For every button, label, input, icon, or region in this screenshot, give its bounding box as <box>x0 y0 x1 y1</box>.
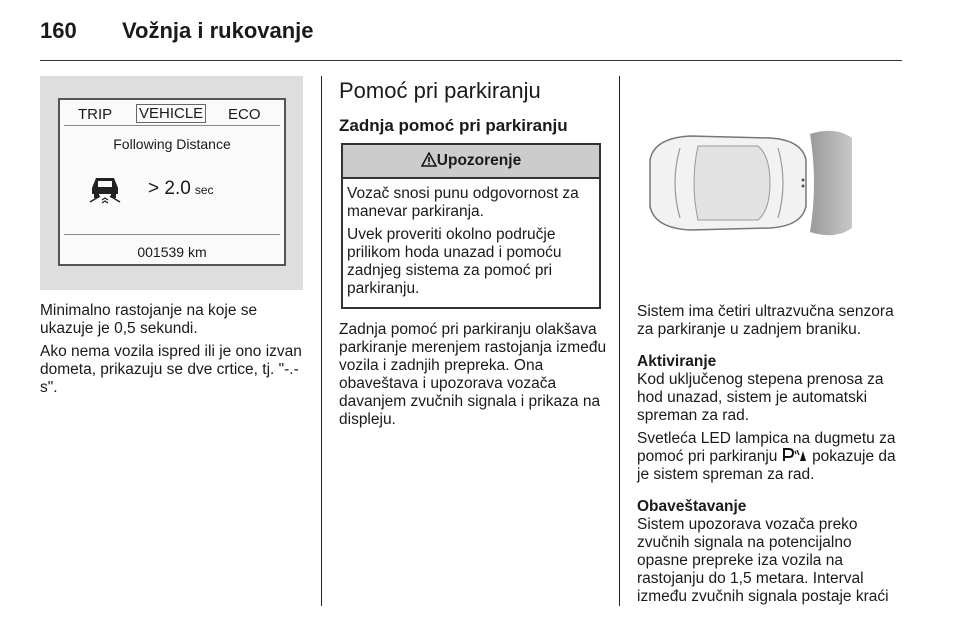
odometer: 001539 km <box>137 244 207 260</box>
chapter-title: Vožnja i rukovanje <box>122 18 314 43</box>
activation-para-2a: Svetleća LED lampica na dugmetu za pomoć pri parkiranju <box>637 430 896 465</box>
activation-para-1: Kod uključenog stepena prenosa za hod unazad, sistem je automatski spreman za rad. <box>637 371 884 424</box>
warning-para-1: Vozač snosi punu odgovornost za manevar parkiranja. <box>347 185 579 220</box>
left-para-1: Minimalno rastojanje na koje se ukazuje je 0,5 sekundi. <box>40 302 258 337</box>
distance-readout <box>148 178 214 200</box>
column-divider-left <box>321 76 322 606</box>
subsection-title: Zadnja pomoć pri parkiranju <box>339 116 568 135</box>
display-tabs <box>60 104 284 126</box>
left-column-text <box>40 302 310 402</box>
warning-body <box>343 179 599 298</box>
warning-triangle-icon <box>421 152 437 167</box>
car-roof <box>694 146 770 220</box>
tab-vehicle: VEHICLE <box>136 104 206 123</box>
display-heading: Following Distance <box>113 136 231 152</box>
page-header <box>40 18 314 44</box>
distance-symbol: > <box>148 178 160 199</box>
tab-trip: TRIP <box>78 106 113 123</box>
section-title: Pomoć pri parkiranju <box>339 78 541 103</box>
mid-column-text <box>339 321 607 434</box>
odometer-rule <box>64 234 280 235</box>
tab-eco: ECO <box>228 106 261 123</box>
sensor-zone <box>810 131 852 235</box>
car-top-view <box>620 76 902 290</box>
warning-box <box>341 143 601 309</box>
driver-info-display <box>58 98 286 266</box>
tab-underline <box>64 125 280 126</box>
activation-para-2 <box>637 430 903 484</box>
activation-title: Aktiviranje <box>637 353 717 370</box>
notice-title: Obaveštavanje <box>637 498 747 515</box>
car-sensor-illustration <box>620 76 902 290</box>
right-para-1: Sistem ima četiri ultrazvučna senzora za parkiranje u zadnjem braniku. <box>637 303 894 338</box>
left-para-2: Ako nema vozila ispred ili je ono izvan dometa, prikazuju se dve crtice, tj. "-.- s". <box>40 343 302 396</box>
distance-unit: sec <box>194 183 214 197</box>
following-car-icon <box>88 174 122 204</box>
park-assist-icon <box>782 448 808 462</box>
warning-title: Upozorenje <box>436 152 522 169</box>
mid-para: Zadnja pomoć pri parkiranju olakšava parkiranje merenjem rastojanja između vozila i zadnjih prepreka. Ona obaveštava i upozorava vozača davanjem zvučnih signala i prikaza na displeju. <box>339 321 607 428</box>
warning-para-2: Uvek proveriti okolno područje prilikom hoda unazad i pomoću zadnjeg sistema za pomoć pri parkiranju. <box>347 226 562 297</box>
distance-value: 2.0 <box>164 178 191 199</box>
right-column-text <box>637 303 903 611</box>
notice-para-1: Sistem upozorava vozača preko zvučnih signala na potencijalno opasne prepreke iza vozila na rastojanju do 1,5 metara. Interval između zvučnih signala postaje kraći <box>637 516 889 605</box>
warning-header <box>343 145 599 179</box>
page-number: 160 <box>40 18 77 43</box>
header-rule <box>40 60 902 61</box>
activation-para-2b: pokazuje da je sistem spreman za rad. <box>637 448 896 483</box>
